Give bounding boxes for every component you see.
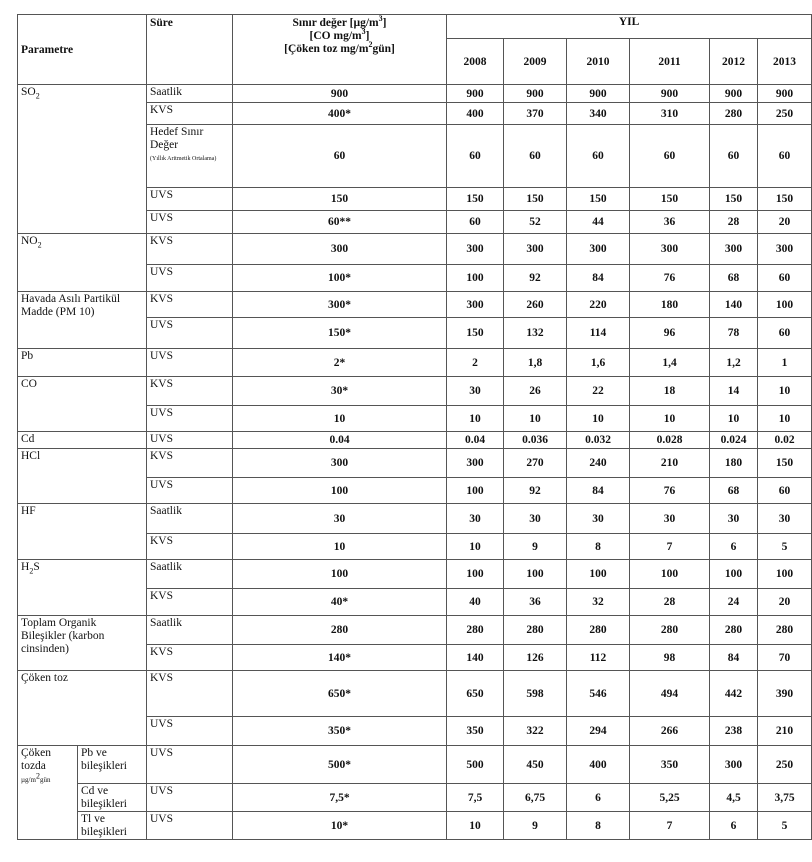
sure-label: KVS — [150, 450, 174, 462]
year-header-2013: 2013 — [758, 39, 812, 85]
year-value-cell: 280 — [710, 616, 758, 645]
year-value-cell: 300 — [710, 234, 758, 265]
parameter-name: Havada Asılı Partikül Madde (PM 10) — [21, 293, 121, 318]
year-value-cell: 400 — [567, 746, 630, 784]
year-value-cell: 24 — [710, 589, 758, 616]
sure-cell — [147, 318, 233, 349]
sure-label: Saatlik — [150, 561, 182, 573]
year-value-cell: 280 — [567, 616, 630, 645]
year-value-cell: 60 — [567, 125, 630, 188]
year-value-cell: 442 — [710, 671, 758, 717]
limit-value-cell: 280 — [233, 616, 447, 645]
year-value-cell: 10 — [447, 406, 504, 432]
parameter-cell — [18, 234, 147, 292]
sure-label: UVS — [150, 479, 174, 491]
year-value-cell: 400 — [447, 103, 504, 125]
year-value-cell: 300 — [504, 234, 567, 265]
year-value-cell: 30 — [710, 504, 758, 534]
parameter-name: NO — [21, 235, 38, 247]
sure-cell — [147, 292, 233, 318]
year-value-cell: 300 — [447, 449, 504, 478]
year-value-cell: 250 — [758, 746, 812, 784]
limit-value-cell: 300 — [233, 234, 447, 265]
parameter-cell — [18, 616, 147, 671]
sure-label: Hedef Sınır Değer — [150, 126, 204, 151]
year-value-cell: 10 — [504, 406, 567, 432]
limit-value-cell: 300 — [233, 449, 447, 478]
sure-label: KVS — [150, 535, 174, 547]
parameter-subscript: 2 — [35, 91, 40, 101]
year-value-cell: 10 — [758, 406, 812, 432]
sure-cell — [147, 125, 233, 188]
year-value-cell: 60 — [758, 125, 812, 188]
sure-label: UVS — [150, 350, 174, 362]
sure-label: UVS — [150, 433, 174, 445]
sure-label: UVS — [150, 189, 174, 201]
table-row — [18, 85, 812, 103]
parameter-name: HCl — [21, 450, 41, 462]
sure-label: KVS — [150, 590, 174, 602]
year-value-cell: 150 — [758, 449, 812, 478]
limit-value-cell: 30 — [233, 504, 447, 534]
sure-cell — [147, 406, 233, 432]
year-value-cell: 900 — [447, 85, 504, 103]
year-value-cell: 32 — [567, 589, 630, 616]
parameter-name: Çöken toz — [21, 672, 68, 684]
sure-cell — [147, 377, 233, 406]
year-value-cell: 150 — [447, 188, 504, 211]
year-value-cell: 60 — [710, 125, 758, 188]
year-value-cell: 100 — [630, 560, 710, 589]
limit-value-cell: 150 — [233, 188, 447, 211]
year-value-cell: 546 — [567, 671, 630, 717]
year-value-cell: 1 — [758, 349, 812, 377]
year-value-cell: 900 — [710, 85, 758, 103]
year-value-cell: 150 — [567, 188, 630, 211]
year-value-cell: 500 — [447, 746, 504, 784]
year-value-cell: 240 — [567, 449, 630, 478]
sure-cell — [147, 746, 233, 784]
parameter-subscript: 2 — [29, 566, 34, 576]
year-value-cell: 18 — [630, 377, 710, 406]
year-value-cell: 30 — [504, 504, 567, 534]
sure-cell — [147, 103, 233, 125]
year-value-cell: 280 — [758, 616, 812, 645]
table-row — [18, 504, 812, 534]
unit-superscript: 2 — [35, 771, 40, 781]
table-row — [18, 432, 812, 449]
year-value-cell: 92 — [504, 478, 567, 504]
parameter-cell — [18, 504, 147, 560]
year-value-cell: 1,8 — [504, 349, 567, 377]
sure-label: KVS — [150, 293, 174, 305]
year-value-cell: 0.024 — [710, 432, 758, 449]
year-value-cell: 310 — [630, 103, 710, 125]
unit-tail: gün — [39, 776, 51, 784]
limit-line-3: [Çöken toz $mg/m^2gün$] — [284, 40, 395, 55]
year-value-cell: 9 — [504, 812, 567, 840]
year-value-cell: 100 — [504, 560, 567, 589]
parameter-name: Cd — [21, 433, 35, 445]
limit-value-cell: 0.04 — [233, 432, 447, 449]
limit-value-cell: 60 — [233, 125, 447, 188]
year-value-cell: 300 — [447, 234, 504, 265]
year-value-cell: 40 — [447, 589, 504, 616]
limit-value-cell: 7,5* — [233, 784, 447, 812]
unit-text: µg/m — [21, 776, 36, 784]
sure-label: KVS — [150, 104, 174, 116]
table-row — [18, 234, 812, 265]
year-value-cell: 1,6 — [567, 349, 630, 377]
sure-label: UVS — [150, 747, 174, 759]
sure-cell — [147, 85, 233, 103]
limit-value-cell: 10 — [233, 406, 447, 432]
year-header-2009: 2009 — [504, 39, 567, 85]
year-value-cell: 0.036 — [504, 432, 567, 449]
sure-cell — [147, 504, 233, 534]
sure-label: UVS — [150, 407, 174, 419]
sure-cell — [147, 349, 233, 377]
year-value-cell: 60 — [630, 125, 710, 188]
limit-value-cell: 40* — [233, 589, 447, 616]
year-value-cell: 280 — [630, 616, 710, 645]
year-value-cell: 28 — [710, 211, 758, 234]
sure-label: Saatlik — [150, 505, 182, 517]
year-value-cell: 52 — [504, 211, 567, 234]
year-value-cell: 280 — [504, 616, 567, 645]
sure-label: KVS — [150, 235, 174, 247]
year-value-cell: 6,75 — [504, 784, 567, 812]
year-value-cell: 126 — [504, 645, 567, 671]
year-value-cell: 0.028 — [630, 432, 710, 449]
sure-label: KVS — [150, 672, 174, 684]
table-row — [18, 746, 812, 784]
year-value-cell: 300 — [447, 292, 504, 318]
year-value-cell: 150 — [758, 188, 812, 211]
limit-value-cell: 2* — [233, 349, 447, 377]
year-value-cell: 0.04 — [447, 432, 504, 449]
year-value-cell: 100 — [567, 560, 630, 589]
parameter-cell — [18, 449, 147, 504]
year-value-cell: 100 — [447, 265, 504, 292]
header-limit — [233, 15, 447, 85]
year-value-cell: 300 — [567, 234, 630, 265]
year-value-cell: 84 — [567, 478, 630, 504]
table-row — [18, 784, 812, 812]
year-value-cell: 70 — [758, 645, 812, 671]
year-value-cell: 370 — [504, 103, 567, 125]
year-header-2010: 2010 — [567, 39, 630, 85]
table-row — [18, 349, 812, 377]
year-value-cell: 494 — [630, 671, 710, 717]
year-value-cell: 150 — [504, 188, 567, 211]
limit-value-cell: 300* — [233, 292, 447, 318]
limit-value-cell: 650* — [233, 671, 447, 717]
year-value-cell: 7 — [630, 812, 710, 840]
header-sure: Süre — [147, 15, 233, 85]
year-value-cell: 100 — [447, 560, 504, 589]
sure-cell — [147, 560, 233, 589]
year-value-cell: 900 — [504, 85, 567, 103]
limit-value-cell: 60** — [233, 211, 447, 234]
table-body — [18, 85, 812, 840]
sure-label: UVS — [150, 718, 174, 730]
year-header-2008: 2008 — [447, 39, 504, 85]
year-value-cell: 140 — [447, 645, 504, 671]
year-value-cell: 294 — [567, 717, 630, 746]
year-value-cell: 0.032 — [567, 432, 630, 449]
year-value-cell: 30 — [447, 504, 504, 534]
year-value-cell: 60 — [447, 211, 504, 234]
year-value-cell: 180 — [710, 449, 758, 478]
year-value-cell: 900 — [567, 85, 630, 103]
year-value-cell: 10 — [758, 377, 812, 406]
year-value-cell: 30 — [567, 504, 630, 534]
sure-cell — [147, 432, 233, 449]
year-value-cell: 260 — [504, 292, 567, 318]
year-value-cell: 100 — [758, 560, 812, 589]
year-value-cell: 280 — [447, 616, 504, 645]
parameter-name: HF — [21, 505, 36, 517]
sure-cell — [147, 265, 233, 292]
year-value-cell: 300 — [758, 234, 812, 265]
year-value-cell: 78 — [710, 318, 758, 349]
year-value-cell: 5 — [758, 534, 812, 560]
year-value-cell: 6 — [567, 784, 630, 812]
table-row — [18, 377, 812, 406]
year-value-cell: 112 — [567, 645, 630, 671]
year-value-cell: 598 — [504, 671, 567, 717]
year-value-cell: 322 — [504, 717, 567, 746]
year-value-cell: 6 — [710, 534, 758, 560]
year-value-cell: 10 — [447, 534, 504, 560]
table-row — [18, 560, 812, 589]
year-value-cell: 22 — [567, 377, 630, 406]
year-value-cell: 5,25 — [630, 784, 710, 812]
year-value-cell: 132 — [504, 318, 567, 349]
year-value-cell: 210 — [758, 717, 812, 746]
limit-value-cell: 150* — [233, 318, 447, 349]
year-value-cell: 10 — [710, 406, 758, 432]
sure-label: KVS — [150, 378, 174, 390]
sure-note: (Yıllık Aritmetik Ortalama) — [150, 156, 217, 162]
limit-value-cell: 900 — [233, 85, 447, 103]
parameter-cell — [18, 560, 147, 616]
sub-parameter-cell: Cd ve bileşikleri — [78, 784, 147, 812]
parameter-cell — [18, 746, 78, 840]
year-value-cell: 60 — [758, 265, 812, 292]
sure-label: UVS — [150, 212, 174, 224]
year-value-cell: 114 — [567, 318, 630, 349]
limit-line-2: [CO $mg/m^3$] — [309, 27, 370, 42]
sure-cell — [147, 534, 233, 560]
year-value-cell: 44 — [567, 211, 630, 234]
parameter-name: Pb — [21, 350, 34, 362]
limit-value-cell: 140* — [233, 645, 447, 671]
year-value-cell: 84 — [710, 645, 758, 671]
year-value-cell: 10 — [630, 406, 710, 432]
header-yil: YIL — [447, 15, 812, 39]
year-value-cell: 390 — [758, 671, 812, 717]
year-value-cell: 1,2 — [710, 349, 758, 377]
year-value-cell: 30 — [758, 504, 812, 534]
year-value-cell: 210 — [630, 449, 710, 478]
year-header-2011: 2011 — [630, 39, 710, 85]
year-value-cell: 450 — [504, 746, 567, 784]
sure-cell — [147, 589, 233, 616]
parameter-cell — [18, 349, 147, 377]
year-value-cell: 340 — [567, 103, 630, 125]
year-value-cell: 266 — [630, 717, 710, 746]
parameter-cell — [18, 85, 147, 234]
year-value-cell: 150 — [447, 318, 504, 349]
year-value-cell: 60 — [447, 125, 504, 188]
year-value-cell: 1,4 — [630, 349, 710, 377]
year-value-cell: 5 — [758, 812, 812, 840]
year-value-cell: 14 — [710, 377, 758, 406]
year-value-cell: 76 — [630, 265, 710, 292]
sure-cell — [147, 671, 233, 717]
year-value-cell: 36 — [630, 211, 710, 234]
parameter-cell — [18, 432, 147, 449]
year-value-cell: 140 — [710, 292, 758, 318]
year-value-cell: 220 — [567, 292, 630, 318]
parameter-cell — [18, 292, 147, 349]
year-value-cell: 8 — [567, 534, 630, 560]
sure-cell — [147, 616, 233, 645]
year-value-cell: 26 — [504, 377, 567, 406]
year-value-cell: 36 — [504, 589, 567, 616]
parameter-name: H — [21, 561, 30, 573]
year-value-cell: 250 — [758, 103, 812, 125]
year-value-cell: 180 — [630, 292, 710, 318]
table-row — [18, 449, 812, 478]
year-header-2012: 2012 — [710, 39, 758, 85]
sure-label: Saatlik — [150, 617, 182, 629]
year-value-cell: 60 — [758, 478, 812, 504]
limit-value-cell: 100 — [233, 560, 447, 589]
year-value-cell: 650 — [447, 671, 504, 717]
year-value-cell: 9 — [504, 534, 567, 560]
sure-label: KVS — [150, 646, 174, 658]
sure-cell — [147, 784, 233, 812]
sub-parameter-cell: Tl ve bileşikleri — [78, 812, 147, 840]
year-value-cell: 3,75 — [758, 784, 812, 812]
parameter-subscript: 2 — [37, 240, 42, 250]
year-value-cell: 900 — [630, 85, 710, 103]
limit-value-cell: 350* — [233, 717, 447, 746]
sure-label: Saatlik — [150, 86, 182, 98]
year-value-cell: 84 — [567, 265, 630, 292]
year-value-cell: 0.02 — [758, 432, 812, 449]
limit-value-cell: 100* — [233, 265, 447, 292]
parameter-cell — [18, 671, 147, 746]
year-value-cell: 30 — [447, 377, 504, 406]
year-value-cell: 300 — [630, 234, 710, 265]
year-value-cell: 100 — [710, 560, 758, 589]
sure-cell — [147, 188, 233, 211]
sure-label: UVS — [150, 813, 174, 825]
sure-cell — [147, 211, 233, 234]
table-row — [18, 812, 812, 840]
limit-value-cell: 30* — [233, 377, 447, 406]
limit-line-1: Sınır değer $[\mu g/m^3]$ — [292, 14, 387, 29]
sure-label: UVS — [150, 785, 174, 797]
year-value-cell: 7,5 — [447, 784, 504, 812]
year-value-cell: 10 — [567, 406, 630, 432]
sure-cell — [147, 449, 233, 478]
year-value-cell: 900 — [758, 85, 812, 103]
year-value-cell: 100 — [447, 478, 504, 504]
limit-value-cell: 100 — [233, 478, 447, 504]
year-value-cell: 270 — [504, 449, 567, 478]
limit-value-cell: 500* — [233, 746, 447, 784]
limit-value-cell: 10 — [233, 534, 447, 560]
parameter-name: CO — [21, 378, 37, 390]
year-value-cell: 2 — [447, 349, 504, 377]
limit-values-table — [17, 14, 812, 840]
year-value-cell: 98 — [630, 645, 710, 671]
parameter-name: SO — [21, 86, 36, 98]
year-value-cell: 96 — [630, 318, 710, 349]
year-value-cell: 4,5 — [710, 784, 758, 812]
year-value-cell: 10 — [447, 812, 504, 840]
parameter-name: Çöken tozda — [21, 747, 52, 772]
year-value-cell: 300 — [710, 746, 758, 784]
year-value-cell: 8 — [567, 812, 630, 840]
year-value-cell: 350 — [447, 717, 504, 746]
parameter-name: Toplam Organik Bileşikler (karbon cinsinden) — [21, 617, 105, 655]
year-value-cell: 30 — [630, 504, 710, 534]
year-value-cell: 20 — [758, 589, 812, 616]
year-value-cell: 150 — [630, 188, 710, 211]
year-value-cell: 150 — [710, 188, 758, 211]
year-value-cell: 7 — [630, 534, 710, 560]
year-value-cell: 6 — [710, 812, 758, 840]
sure-cell — [147, 645, 233, 671]
parameter-unit — [21, 771, 51, 784]
limit-value-cell: 400* — [233, 103, 447, 125]
year-value-cell: 20 — [758, 211, 812, 234]
year-value-cell: 280 — [710, 103, 758, 125]
year-value-cell: 68 — [710, 265, 758, 292]
sub-parameter-cell: Pb ve bileşikleri — [78, 746, 147, 784]
table-row — [18, 616, 812, 645]
sure-cell — [147, 812, 233, 840]
year-value-cell: 350 — [630, 746, 710, 784]
limit-value-cell: 10* — [233, 812, 447, 840]
year-value-cell: 100 — [758, 292, 812, 318]
sure-label: UVS — [150, 266, 174, 278]
sure-cell — [147, 478, 233, 504]
year-value-cell: 60 — [504, 125, 567, 188]
year-value-cell: 60 — [758, 318, 812, 349]
parameter-cell — [18, 377, 147, 432]
table-row — [18, 671, 812, 717]
sure-cell — [147, 234, 233, 265]
year-value-cell: 76 — [630, 478, 710, 504]
header-parametre: Parametre — [18, 15, 147, 85]
year-value-cell: 68 — [710, 478, 758, 504]
sure-label: UVS — [150, 319, 174, 331]
year-value-cell: 92 — [504, 265, 567, 292]
parameter-tail: S — [33, 561, 40, 573]
year-value-cell: 28 — [630, 589, 710, 616]
year-value-cell: 238 — [710, 717, 758, 746]
table-row — [18, 292, 812, 318]
sure-cell — [147, 717, 233, 746]
